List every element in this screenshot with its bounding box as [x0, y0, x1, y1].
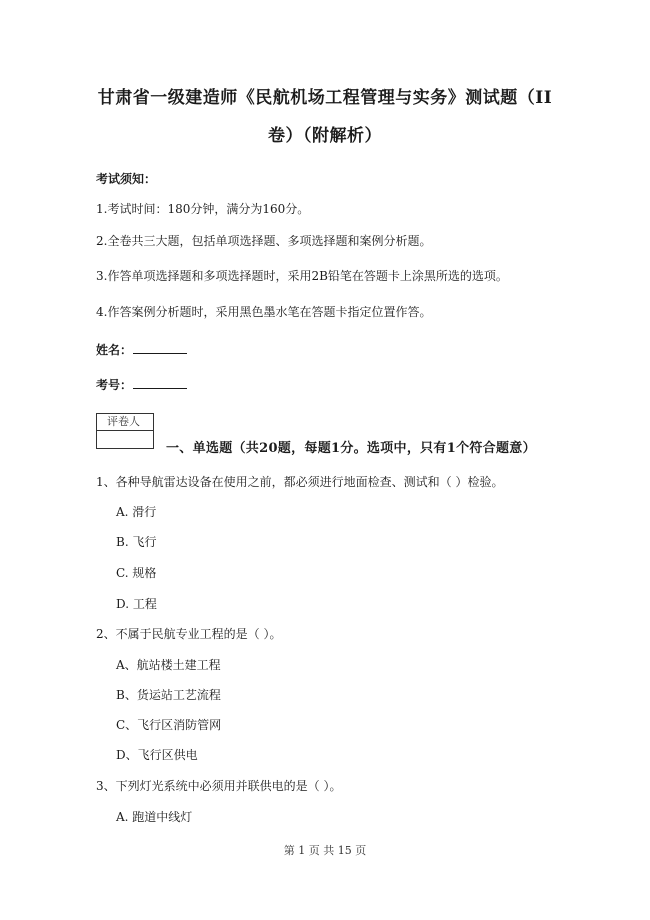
section-heading: 一、单选题（共20题，每题1分。选项中，只有1个符合题意）	[166, 441, 536, 456]
notice-item-3: 3.作答单项选择题和多项选择题时，采用2B铅笔在答题卡上涂黑所选的选项。	[96, 269, 508, 283]
page-title-line-1: 甘肃省一级建造师《民航机场工程管理与实务》测试题（II	[97, 88, 553, 108]
question-2-option-d: D、飞行区供电	[116, 748, 198, 762]
name-label: 姓名：	[96, 343, 133, 357]
notice-item-1: 1.考试时间：180分钟，满分为160分。	[96, 202, 310, 216]
question-1-option-a: A. 滑行	[116, 505, 157, 519]
question-3-option-a: A. 跑道中线灯	[116, 810, 193, 824]
id-field	[96, 376, 187, 393]
question-3: 3、下列灯光系统中必须用并联供电的是（ ）。	[96, 779, 342, 793]
notice-item-2: 2.全卷共三大题，包括单项选择题、多项选择题和案例分析题。	[96, 234, 432, 248]
page-title-line-2: 卷）（附解析）	[268, 126, 382, 146]
question-1-option-b: B. 飞行	[116, 535, 157, 549]
question-1-option-d: D. 工程	[116, 597, 157, 611]
page-number-footer: 第 1 页 共 15 页	[283, 844, 367, 857]
question-2-option-c: C、飞行区消防管网	[116, 718, 222, 732]
id-label: 考号：	[96, 378, 133, 392]
name-blank-line	[133, 342, 187, 354]
id-blank-line	[133, 377, 187, 389]
question-2: 2、不属于民航专业工程的是（ ）。	[96, 627, 282, 641]
question-2-option-b: B、货运站工艺流程	[116, 688, 221, 702]
notice-heading: 考试须知：	[96, 172, 157, 186]
grader-box	[96, 413, 154, 449]
question-2-option-a: A、航站楼土建工程	[116, 658, 221, 672]
name-field	[96, 341, 187, 358]
question-1: 1、各种导航雷达设备在使用之前，都必须进行地面检查、测试和（ ）检验。	[96, 475, 504, 489]
notice-item-4: 4.作答案例分析题时，采用黑色墨水笔在答题卡指定位置作答。	[96, 305, 432, 319]
grader-label: 评卷人	[97, 414, 153, 431]
question-1-option-c: C. 规格	[116, 566, 157, 580]
